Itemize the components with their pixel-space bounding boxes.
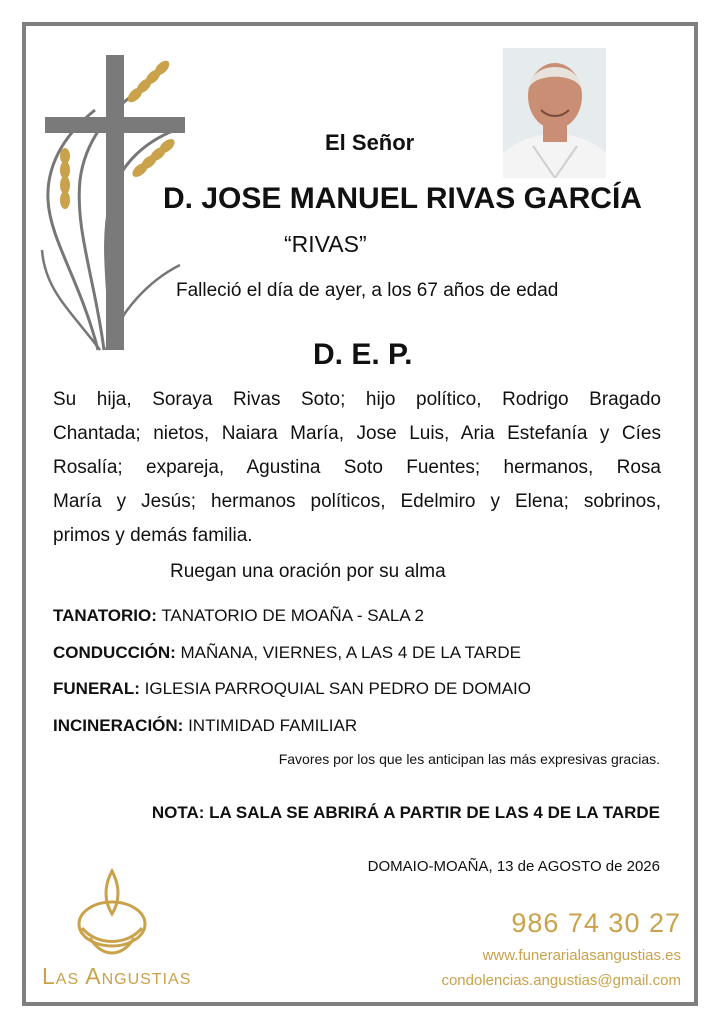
detail-label: TANATORIO: bbox=[53, 606, 157, 625]
detail-tanatorio bbox=[53, 606, 424, 626]
death-notice: Falleció el día de ayer, a los 67 años de edad bbox=[176, 280, 559, 301]
website-link[interactable]: www.funerarialasangustias.es bbox=[482, 947, 681, 964]
family-paragraph bbox=[53, 383, 661, 553]
detail-label: CONDUCCIÓN: bbox=[53, 643, 176, 662]
family-line: María y Jesús; hermanos políticos, Edelmiro y Elena; sobrinos, bbox=[53, 491, 661, 512]
family-line: Rosalía; expareja, Agustina Soto Fuentes; hermanos, Rosa bbox=[53, 457, 661, 478]
note-text: NOTA: LA SALA SE ABRIRÁ A PARTIR DE LAS 4 DE LA TARDE bbox=[151, 803, 660, 822]
honorific: El Señor bbox=[325, 130, 415, 155]
thanks-text: Favores por los que les anticipan las más expresivas gracias. bbox=[278, 751, 660, 767]
prayer-text: Ruegan una oración por su alma bbox=[170, 561, 446, 582]
funeral-home-name: Las Angustias bbox=[42, 963, 192, 989]
email-link[interactable]: condolencias.angustias@gmail.com bbox=[441, 972, 681, 989]
las-angustias-logo-icon bbox=[52, 866, 172, 966]
detail-value: INTIMIDAD FAMILIAR bbox=[188, 716, 358, 735]
detail-incineracion bbox=[53, 716, 357, 736]
place-date: DOMAIO-MOAÑA, 13 de AGOSTO de 2026 bbox=[367, 858, 660, 875]
family-line: Su hija, Soraya Rivas Soto; hijo político, Rodrigo Bragado bbox=[53, 389, 661, 410]
deceased-photo bbox=[503, 48, 606, 178]
family-line: Chantada; nietos, Naiara María, Jose Luis, Aria Estefanía y Cíes bbox=[53, 423, 661, 444]
deceased-name: D. JOSE MANUEL RIVAS GARCÍA bbox=[163, 182, 642, 215]
detail-value: IGLESIA PARROQUIAL SAN PEDRO DE DOMAIO bbox=[144, 679, 531, 698]
phone-number: 986 74 30 27 bbox=[511, 908, 681, 938]
detail-value: TANATORIO DE MOAÑA - SALA 2 bbox=[161, 606, 424, 625]
detail-conduccion bbox=[53, 643, 521, 663]
family-line: primos y demás familia. bbox=[53, 525, 253, 546]
dep-heading: D. E. P. bbox=[313, 338, 413, 371]
detail-label: FUNERAL: bbox=[53, 679, 140, 698]
detail-funeral bbox=[53, 679, 531, 699]
nickname: “RIVAS” bbox=[284, 231, 367, 257]
detail-value: MAÑANA, VIERNES, A LAS 4 DE LA TARDE bbox=[180, 643, 521, 662]
detail-label: INCINERACIÓN: bbox=[53, 716, 184, 735]
